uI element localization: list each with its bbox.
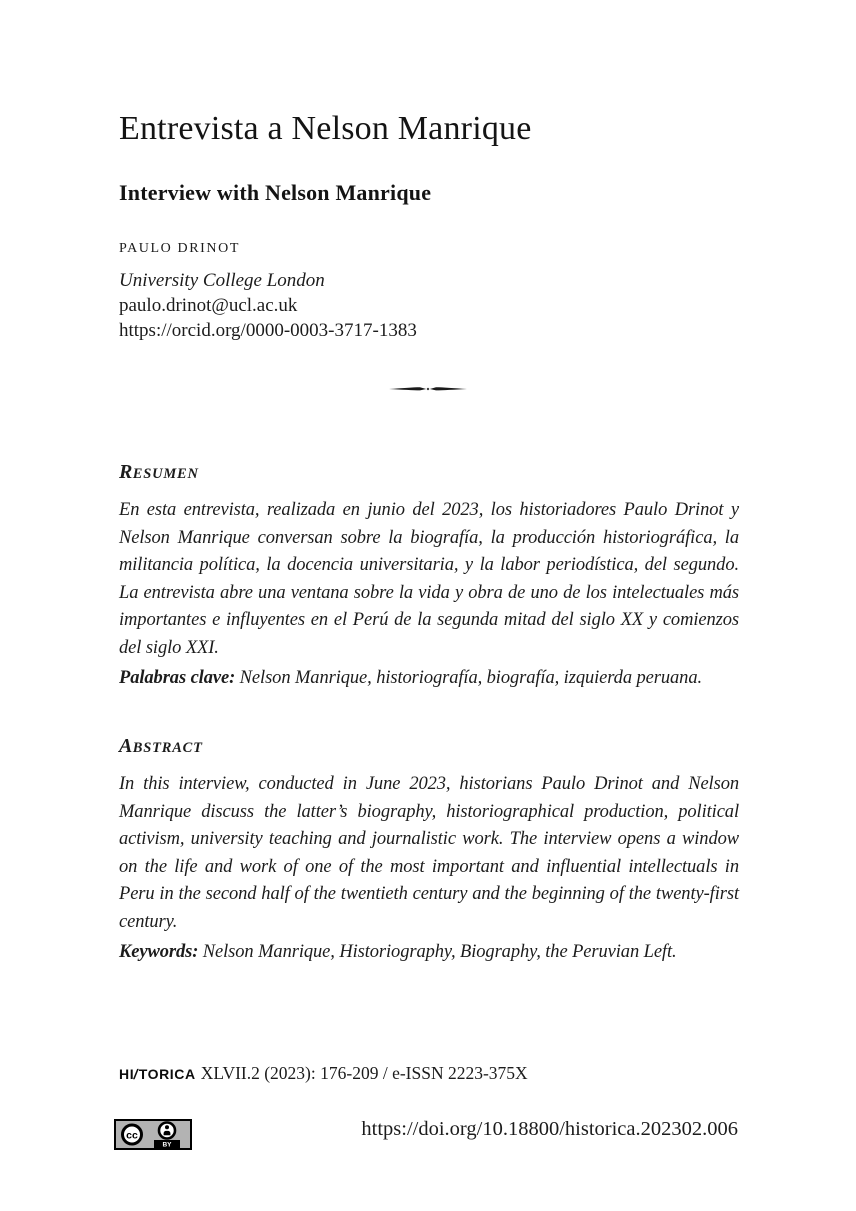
attribution-person-icon [159, 1123, 175, 1139]
cc-icon [123, 1125, 142, 1144]
author-affiliation: University College London [119, 270, 325, 291]
abstract-heading [119, 735, 739, 758]
author-email[interactable]: paulo.drinot@ucl.ac.uk [119, 295, 298, 316]
journal-logo-suffix: TORICA [138, 1066, 196, 1082]
keywords-label: Keywords: [119, 942, 199, 962]
keywords-line [119, 939, 739, 967]
author-name: PAULO DRINOT [119, 241, 240, 256]
resumen-heading [119, 461, 739, 484]
abstract-body: In this interview, conducted in June 2023, historians Paulo Drinot and Nelson Manrique discuss the latter’s biography, historiographical production, political activism, university teaching and journalistic work. The interview opens a window on the life and work of one of the most important and influential intellectuals in Peru in the second half of the twentieth century and the beginning of the twenty-first century. [119, 774, 739, 932]
by-label-bar [154, 1140, 180, 1148]
journal-logo-prefix: HI [119, 1066, 135, 1082]
abstract-heading-initial: A [119, 735, 133, 757]
by-label: BY [162, 1141, 172, 1149]
journal-logo [119, 1066, 196, 1082]
journal-citation [119, 1063, 759, 1084]
abstract-section [119, 735, 739, 967]
resumen-heading-rest: ESUMEN [132, 466, 199, 482]
cc-letters: cc [126, 1129, 138, 1142]
palabras-clave-text: Nelson Manrique, historiografía, biografía, izquierda peruana. [235, 668, 702, 688]
keywords-text: Nelson Manrique, Historiography, Biography, the Peruvian Left. [198, 942, 677, 962]
abstract-heading-rest: BSTRACT [132, 740, 203, 756]
ornamental-divider [389, 383, 467, 395]
author-block [119, 241, 759, 343]
article-title: Entrevista a Nelson Manrique [119, 110, 532, 147]
doi-link[interactable]: https://doi.org/10.18800/historica.202302.006 [361, 1118, 738, 1140]
citation-text: XLVII.2 (2023): 176-209 / e-ISSN 2223-375X [200, 1063, 528, 1083]
resumen-section [119, 461, 739, 693]
resumen-heading-initial: R [119, 461, 133, 483]
palabras-clave-label: Palabras clave: [119, 668, 236, 688]
author-orcid-link[interactable]: https://orcid.org/0000-0003-3717-1383 [119, 320, 417, 341]
palabras-clave-line [119, 665, 739, 693]
journal-logo-stylized-s: / [132, 1066, 141, 1082]
article-subtitle: Interview with Nelson Manrique [119, 180, 432, 205]
cc-by-license-badge[interactable] [114, 1119, 192, 1150]
resumen-body: En esta entrevista, realizada en junio del 2023, los historiadores Paulo Drinot y Nelson Manrique conversan sobre la biografía, la producción historiográfica, la militancia política, la docencia universitaria, y la labor periodística, del segundo. La entrevista abre una ventana sobre la vida y obra de uno de los intelectuales más importantes e influyentes en el Perú de la segunda mitad del siglo XX y comienzos del siglo XXI. [119, 500, 739, 658]
